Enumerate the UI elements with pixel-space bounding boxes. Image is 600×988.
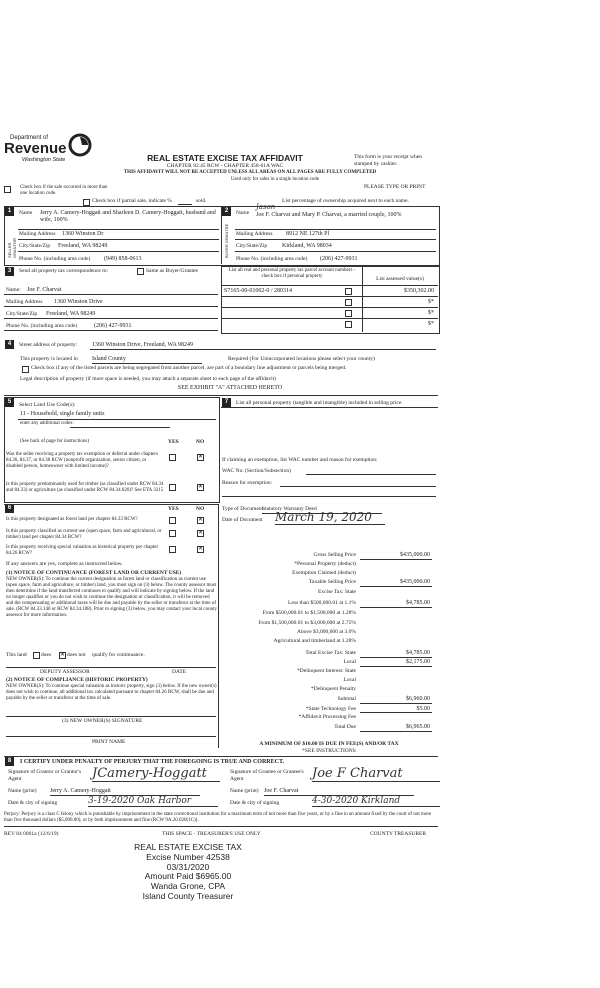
exemption-note: If claiming an exemption, list WAC number and reason for exemption: <box>222 457 378 463</box>
tax-row-label: Taxable Selling Price <box>309 579 356 585</box>
same-as-buyer-checkbox[interactable] <box>137 268 144 275</box>
stamp-line-6: Island County Treasurer <box>142 890 234 901</box>
notice2-text: NEW OWNER(S): To continue special valuation as historic property, sign (3) below. If the new owner(s) does not wish to continue, all additional tax calculated pursuant to chapter 84.26 RCW, shall be due and payable by the seller or transferor at the time of sale. <box>6 684 217 701</box>
form-multi-note: Used only for sales in a single location code <box>230 177 320 182</box>
tax-row-label: Subtotal <box>337 696 356 702</box>
partial-sale-checkbox[interactable] <box>83 199 90 206</box>
corr-name-label: Name: <box>6 287 21 293</box>
seller-mailing-label: Mailing Address <box>19 231 56 237</box>
buyer-city-label: City/State/Zip <box>236 243 268 249</box>
deputy-assessor-label: DEPUTY ASSESSOR <box>40 669 90 675</box>
grantor-date-city[interactable]: 3-19-2020 Oak Harbor <box>88 796 218 807</box>
tax-row-label: *State Technology Fee <box>305 706 356 712</box>
forest-land-question: Is this property designated as forest land per chapter 84.33 RCW? <box>6 517 138 522</box>
this-land-label: This land <box>6 652 27 658</box>
tax-row-value[interactable]: $4,785.00 <box>406 650 430 656</box>
agency-name: Revenue <box>4 140 67 157</box>
county-label: This property is located in <box>20 356 78 362</box>
stamp-line-4: Amount Paid $6965.00 <box>144 871 232 882</box>
personal-property-checkbox[interactable] <box>345 321 352 328</box>
personal-property-checkbox[interactable] <box>345 310 352 317</box>
form-warning: THIS AFFIDAVIT WILL NOT BE ACCEPTED UNLESS ALL AREAS ON ALL PAGES ARE FULLY COMPLETED <box>123 170 377 175</box>
grantee-date-label: Date & city of signing <box>230 800 280 806</box>
seller-mailing[interactable]: 1360 Winston Dr <box>62 231 104 237</box>
assessed-value[interactable]: $* <box>428 299 434 305</box>
grantor-date-label: Date & city of signing <box>8 800 58 806</box>
additional-codes-label: enter any additional codes: <box>20 421 74 426</box>
print-name-label: PRINT NAME <box>92 739 126 745</box>
personal-property-checkbox[interactable] <box>345 288 352 295</box>
list-percentage-note: List percentage of ownership acquired next to each name. <box>282 198 409 204</box>
agency-logo <box>4 133 94 169</box>
treasurer-stamp <box>118 843 258 902</box>
partial-sale-sold: sold. <box>196 198 207 204</box>
partial-sale-label: Check box if partial sale, indicate % <box>92 198 172 204</box>
section-4-number: 4 <box>5 340 14 349</box>
buyer-city[interactable]: Kirkland, WA 98034 <box>282 243 332 249</box>
doc-type[interactable]: Statutory Warranty Deed <box>262 506 382 514</box>
assessed-value[interactable]: $* <box>428 310 434 316</box>
seller-name-label: Name <box>19 210 33 216</box>
new-owner-signature-label: (3) NEW OWNER(S) SIGNATURE <box>62 718 143 724</box>
tax-row-value[interactable]: $2,175.00 <box>406 659 430 665</box>
notice2-title: (2) NOTICE OF COMPLIANCE (HISTORIC PROPERTY) <box>6 677 148 683</box>
buyer-side-label: BUYER GRANTEE <box>224 223 229 258</box>
qualify-label: qualify for continuance. <box>92 652 145 658</box>
tax-row-label: Above $3,000,000 at 3.0% <box>297 629 356 635</box>
type-or-print: PLEASE TYPE OR PRINT <box>364 184 426 190</box>
stamp-line-3: 03/31/2020 <box>166 861 210 872</box>
land-use-label: Select Land Use Code(s): <box>19 402 76 408</box>
assessed-header: List assessed value(s) <box>376 276 424 282</box>
grantee-name-label: Name (print) <box>230 788 259 794</box>
seller-phone-label: Phone No. (including area code) <box>19 256 91 262</box>
buyer-mailing[interactable]: 8912 NE 127th Pl <box>286 231 330 237</box>
tax-row-label: Total Due <box>334 724 356 730</box>
section-7-number: 7 <box>222 398 231 407</box>
tax-row-label: Excise Tax: State <box>317 589 356 595</box>
exemption-no-checkbox[interactable] <box>197 454 204 461</box>
land-does-not-checkbox[interactable] <box>59 652 66 659</box>
form-number: REV 84 0001a (12/6/19) <box>4 831 59 837</box>
grantor-name[interactable]: Jerry A. Camery-Hoggatt <box>50 788 200 796</box>
corr-city-label: City/State/Zip <box>6 311 38 317</box>
corr-phone-label: Phone No. (including area code) <box>6 323 78 329</box>
stamp-line-2: Excise Number 42538 <box>146 851 230 862</box>
seller-city-label: City/State/Zip <box>19 243 51 249</box>
county-select[interactable]: Island County <box>92 356 202 364</box>
multi-location-label: Check box if the sale occurred in more than one location code. <box>20 185 108 196</box>
does-label: does <box>41 652 52 658</box>
tax-row-value[interactable]: $4,785.00 <box>406 600 430 606</box>
county-treasurer-label: COUNTY TREASURER <box>370 831 427 837</box>
tax-row-value[interactable]: $435,000.00 <box>400 552 430 558</box>
historic-no-checkbox[interactable] <box>197 546 204 553</box>
historic-question: Is this property receiving special valuation as historical property per chapter 84.26 RCW? <box>6 545 159 556</box>
tax-row-label: *Delinquent Penalty <box>310 686 356 692</box>
seller-name[interactable]: Jerry A. Camery-Hoggatt and Sharleen D. Camery-Hoggatt, husband and wife, 100% <box>40 210 216 223</box>
current-use-yes-checkbox[interactable] <box>169 530 176 537</box>
grantee-sig-label: Signature of Grantee or Grantee's Agent <box>230 769 304 782</box>
tax-row-label: Agricultural and timberland at 1.28% <box>273 638 356 644</box>
see-instructions: *SEE INSTRUCTIONS <box>302 748 356 754</box>
historic-yes-checkbox[interactable] <box>169 546 176 553</box>
legal-description[interactable]: SEE EXHIBIT "A" ATTACHED HERETO <box>177 385 283 391</box>
grantee-date-city[interactable]: 4-30-2020 Kirkland <box>312 796 440 807</box>
minimum-fee-note: A MINIMUM OF $10.00 IS DUE IN FEE(S) AND/OR TAX <box>259 741 399 747</box>
tax-row-value[interactable]: $6,965.00 <box>406 724 430 730</box>
timber-question: Is this property predominantly used for timber (as classified under RCW 84.34 and 84.33) or agriculture (as classified under RCW 84.34.020)? See ETA 3215 <box>6 482 164 493</box>
timber-no-checkbox[interactable] <box>197 484 204 491</box>
section-2-number: 2 <box>222 207 231 216</box>
personal-property-checkbox[interactable] <box>345 299 352 306</box>
dept-of-label: Department of <box>10 135 49 141</box>
tax-row-label: *Personal Property (deduct) <box>294 561 356 567</box>
corr-city[interactable]: Freeland, WA 98249 <box>46 311 96 317</box>
receipt-note: This form is your receipt when stamped by cashier. <box>354 154 422 167</box>
current-use-no-checkbox[interactable] <box>197 530 204 537</box>
stamp-line-5: Wanda Grone, CPA <box>150 881 226 892</box>
no-header: NO <box>196 439 205 445</box>
grantee-name[interactable]: Joe F. Charvat <box>264 788 414 796</box>
county-required-note: Required (For Unincorporated locations please select your county) <box>228 356 375 362</box>
perjury-note: Perjury: Perjury is a class C felony which is punishable by imprisonment in the state correctional institution for a maximum term of not more than five years, or by a fine in an amount fixed by the court of not more than five thousand dollars ($5,000.00), or by both imprisonment and fine (RCW 9A.20.020(1C)). <box>4 812 432 823</box>
doc-type-label: Type of Document <box>222 506 264 512</box>
section-1-number: 1 <box>5 207 14 216</box>
yes-header: YES <box>168 439 179 445</box>
buyer-name-handwritten: Jason <box>256 203 276 211</box>
grantor-signature[interactable]: JCamery-Hoggatt <box>92 766 220 782</box>
grantor-sig-label: Signature of Grantor or Grantor's Agent <box>8 769 82 782</box>
segregated-checkbox[interactable] <box>22 366 29 373</box>
section-5-number: 5 <box>5 398 14 407</box>
land-use-code[interactable]: 11 - Household, single family units <box>20 411 105 417</box>
correspondence-title: Send all property tax correspondence to: <box>19 268 109 274</box>
street-label: Street address of property: <box>19 342 78 348</box>
personal-property-label: List all personal property (tangible and intangible) included in selling price. <box>236 400 403 406</box>
stamp-line-1: REAL ESTATE EXCISE TAX <box>134 842 242 852</box>
corr-name[interactable]: Joe F. Charvat <box>27 287 62 293</box>
tax-row-label: *Delinquent Interest: State <box>297 668 356 674</box>
deputy-date-label: DATE <box>172 669 187 675</box>
grantor-name-label: Name (print) <box>8 788 37 794</box>
see-back-note: (See back of page for instructions) <box>20 439 90 444</box>
tax-row-label: Local <box>343 659 356 665</box>
certify-statement: I CERTIFY UNDER PENALTY OF PERJURY THAT THE FOREGOING IS TRUE AND CORRECT. <box>20 759 285 765</box>
tax-row-label: Exemption Claimed (deduct) <box>292 570 356 576</box>
tax-row-value[interactable]: $435,000.00 <box>400 579 430 585</box>
parcel-header: List all real and personal property tax parcel account numbers - check box if personal property <box>228 268 356 279</box>
forest-no-checkbox[interactable] <box>197 517 204 524</box>
multi-location-checkbox[interactable] <box>4 186 11 193</box>
grantee-signature[interactable]: Joe F Charvat <box>312 766 440 782</box>
tax-row-value[interactable]: $6,960.00 <box>406 696 430 702</box>
section-6-number: 6 <box>5 504 14 513</box>
tax-row-label: Gross Selling Price <box>313 552 356 558</box>
no-header-6: NO <box>196 506 205 512</box>
seller-city[interactable]: Freeland, WA 98249 <box>58 243 108 249</box>
legal-description-label: Legal description of property (if more space is needed, you may attach a separate sheet to each page of the affidavit) <box>20 376 276 382</box>
exemption-yes-checkbox[interactable] <box>169 454 176 461</box>
does-not-label: does not <box>67 652 86 658</box>
seller-phone[interactable]: (949) 858-0613 <box>104 256 142 262</box>
timber-yes-checkbox[interactable] <box>169 484 176 491</box>
partial-sale-pct[interactable] <box>178 198 192 205</box>
reason-label: Reason for exemption: <box>222 480 273 486</box>
buyer-name[interactable]: Joe F. Charvat and Mary P. Charvat, a married couple, 100% <box>256 212 402 218</box>
corr-mailing[interactable]: 1360 Winston Drive <box>54 299 103 305</box>
land-does-checkbox[interactable] <box>33 652 40 659</box>
form-title: REAL ESTATE EXCISE TAX AFFIDAVIT <box>147 153 303 163</box>
doc-date[interactable]: March 19, 2020 <box>275 510 385 525</box>
treasurer-space: THIS SPACE - TREASURER'S USE ONLY <box>162 831 261 837</box>
form-chapter: CHAPTER 82.45 RCW - CHAPTER 458-61A WAC <box>166 163 284 169</box>
tax-row-label: Total Excise Tax: State <box>305 650 356 656</box>
revenue-swirl-icon <box>68 133 92 157</box>
section-3-number: 3 <box>5 267 14 276</box>
tax-row-label: Less than $500,000.01 at 1.1% <box>288 600 356 606</box>
street-address[interactable]: 1360 Winston Drive, Freeland, WA 98249 <box>92 342 194 348</box>
seller-side-label: SELLER GRANTOR <box>7 238 17 258</box>
same-as-buyer-label: Same as Buyer/Grantee <box>146 268 198 274</box>
tax-row-label: Local <box>343 677 356 683</box>
buyer-phone[interactable]: (206) 427-9931 <box>320 256 358 262</box>
if-yes-note: If any answers are yes, complete as instructed below. <box>6 561 123 567</box>
buyer-name-label: Name <box>236 210 250 216</box>
notice1-title: (1) NOTICE OF CONTINUANCE (FOREST LAND OR CURRENT USE) <box>6 570 182 576</box>
corr-mailing-label: Mailing Address <box>6 299 43 305</box>
corr-phone[interactable]: (206) 427-9931 <box>94 323 132 329</box>
forest-yes-checkbox[interactable] <box>169 517 176 524</box>
wac-label: WAC No. (Section/Subsection) <box>222 468 291 474</box>
yes-header-6: YES <box>168 506 179 512</box>
assessed-value[interactable]: $* <box>428 321 434 327</box>
tax-row-label: From $1,500,000.01 to $3,000,000 at 2.75% <box>258 620 356 626</box>
exemption-question: Was the seller receiving a property tax exemption or deferral under chapters 84.36, 84.37, or 84.38 RCW (nonprofit organization, senior citizen, or disabled person, homeowner with limited income)? <box>6 452 158 469</box>
notice1-text: NEW OWNER(S): To continue the current designation as forest land or classification as current use (open space, farm and agriculture, or timber) land, you must sign on (3) below. The county assessor must then determine if the land transferred continues to qualify and will indicate by signing below. If the land no longer qualifies or you do not wish to continue the designation or classification, it will be removed and the compensating or additional taxes will be due and payable by the seller or transferor at the time of sale. (RCW 84.33.140 or RCW 84.34.108). Prior to signing (3) below, you may contact your local county assessor for more information. <box>6 577 217 618</box>
doc-date-label: Date of Document <box>222 517 263 523</box>
tax-row-label: From $500,000.01 to $1,500,000 at 1.28% <box>262 610 356 616</box>
state-label: Washington State <box>22 157 66 163</box>
current-use-question: Is this property classified as current use (open space, farm and agricultural, or timber) land per chapter 84.34 RCW? <box>6 529 162 540</box>
buyer-phone-label: Phone No. (including area code) <box>236 256 308 262</box>
segregated-label: Check box if any of the listed parcels are being segregated from another parcel, are part of a boundary line adjustment or parcels being merged. <box>31 365 347 371</box>
assessed-value[interactable]: $350,302.00 <box>404 288 434 294</box>
section-8-number: 8 <box>5 757 14 766</box>
buyer-mailing-label: Mailing Address <box>236 231 273 237</box>
tax-row-label: *Affidavit Processing Fee <box>298 714 356 720</box>
tax-row-value[interactable]: $5.00 <box>416 706 430 712</box>
parcel-number[interactable]: S7165-00-01002-0 / 280314 <box>224 288 292 294</box>
